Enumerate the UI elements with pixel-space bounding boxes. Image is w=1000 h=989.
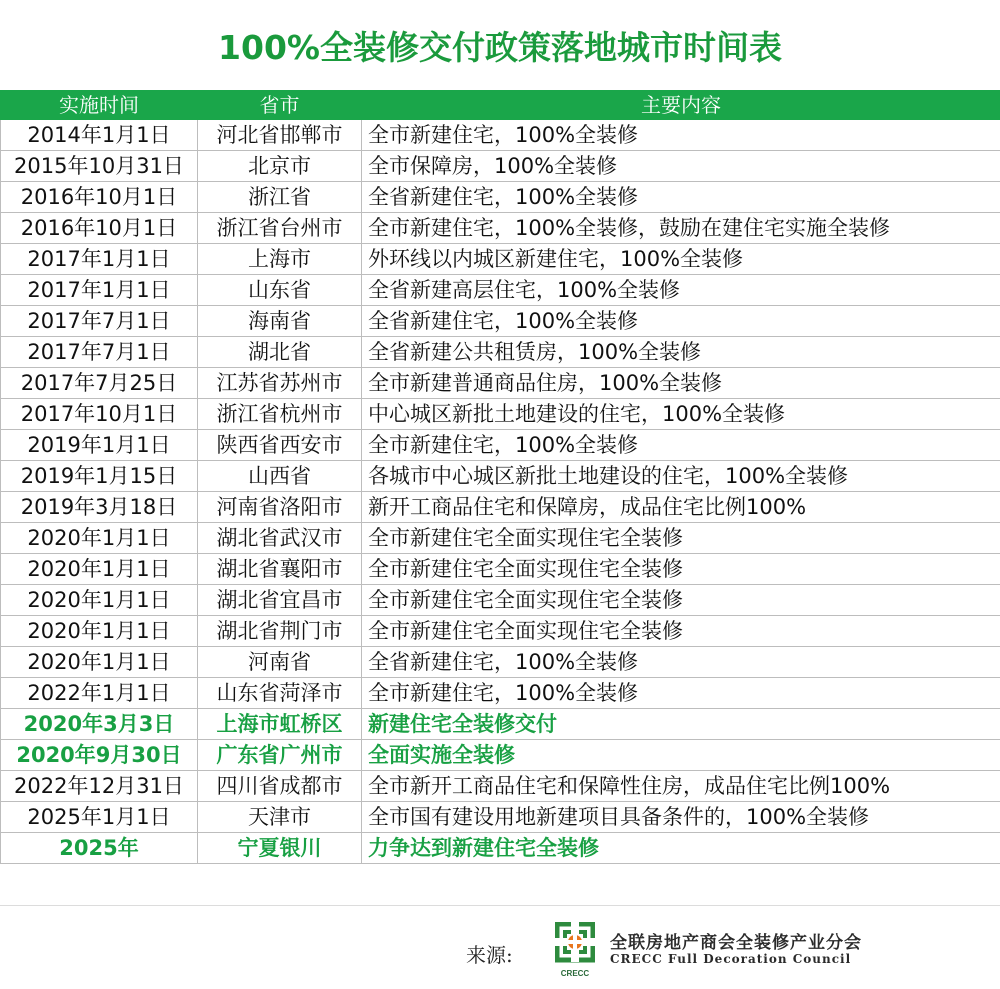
row-date: 2016年10月1日 [1, 213, 198, 244]
table-row [1, 647, 1000, 678]
row-content: 各城市中心城区新批土地建设的住宅，100%全装修 [362, 461, 1000, 492]
row-date: 2019年1月1日 [1, 430, 198, 461]
row-content: 全市新建住宅全面实现住宅全装修 [362, 616, 1000, 647]
header-content: 主要内容 [362, 91, 1000, 120]
row-date: 2015年10月31日 [1, 151, 198, 182]
page-title: 100%全装修交付政策落地城市时间表 [0, 22, 1000, 69]
row-content: 新开工商品住宅和保障房，成品住宅比例100% [362, 492, 1000, 523]
row-date: 2025年 [1, 833, 198, 864]
row-date: 2020年1月1日 [1, 647, 198, 678]
table-row [1, 771, 1000, 802]
row-content: 全市新建住宅全面实现住宅全装修 [362, 585, 1000, 616]
row-city: 山东省 [198, 275, 362, 306]
row-city: 四川省成都市 [198, 771, 362, 802]
row-date: 2020年1月1日 [1, 585, 198, 616]
policy-table [0, 90, 1000, 864]
row-city: 天津市 [198, 802, 362, 833]
row-city: 湖北省 [198, 337, 362, 368]
table-row [1, 430, 1000, 461]
row-city: 上海市虹桥区 [198, 709, 362, 740]
row-date: 2017年7月1日 [1, 306, 198, 337]
row-date: 2017年1月1日 [1, 244, 198, 275]
row-content: 全省新建公共租赁房，100%全装修 [362, 337, 1000, 368]
header-date: 实施时间 [1, 91, 198, 120]
table-row [1, 492, 1000, 523]
row-date: 2020年3月3日 [1, 709, 198, 740]
row-content: 中心城区新批土地建设的住宅，100%全装修 [362, 399, 1000, 430]
row-city: 山西省 [198, 461, 362, 492]
row-city: 陕西省西安市 [198, 430, 362, 461]
row-date: 2025年1月1日 [1, 802, 198, 833]
row-city: 山东省菏泽市 [198, 678, 362, 709]
row-content: 全省新建住宅，100%全装修 [362, 306, 1000, 337]
table-row [1, 244, 1000, 275]
row-date: 2017年1月1日 [1, 275, 198, 306]
row-date: 2016年10月1日 [1, 182, 198, 213]
table-row [1, 213, 1000, 244]
row-content: 力争达到新建住宅全装修 [362, 833, 1000, 864]
row-city: 北京市 [198, 151, 362, 182]
row-content: 全市国有建设用地新建项目具备条件的，100%全装修 [362, 802, 1000, 833]
table-row [1, 337, 1000, 368]
table-row [1, 182, 1000, 213]
row-content: 全市新建住宅，100%全装修，鼓励在建住宅实施全装修 [362, 213, 1000, 244]
table-row [1, 678, 1000, 709]
row-date: 2014年1月1日 [1, 120, 198, 151]
table-row [1, 461, 1000, 492]
table-row [1, 120, 1000, 151]
row-date: 2022年12月31日 [1, 771, 198, 802]
row-content: 全市新建住宅全面实现住宅全装修 [362, 523, 1000, 554]
source-label: 来源: [466, 939, 513, 968]
row-city: 河南省洛阳市 [198, 492, 362, 523]
row-content: 全市新建住宅，100%全装修 [362, 430, 1000, 461]
row-content: 全市新建住宅，100%全装修 [362, 678, 1000, 709]
row-city: 河北省邯郸市 [198, 120, 362, 151]
row-city: 上海市 [198, 244, 362, 275]
row-content: 全市新建住宅全面实现住宅全装修 [362, 554, 1000, 585]
table-row [1, 833, 1000, 864]
table-row [1, 306, 1000, 337]
row-content: 全省新建高层住宅，100%全装修 [362, 275, 1000, 306]
row-content: 全市保障房，100%全装修 [362, 151, 1000, 182]
row-city: 湖北省荆门市 [198, 616, 362, 647]
row-date: 2017年10月1日 [1, 399, 198, 430]
row-city: 湖北省宜昌市 [198, 585, 362, 616]
row-city: 宁夏银川 [198, 833, 362, 864]
row-content: 外环线以内城区新建住宅，100%全装修 [362, 244, 1000, 275]
row-city: 浙江省 [198, 182, 362, 213]
row-city: 广东省广州市 [198, 740, 362, 771]
row-city: 海南省 [198, 306, 362, 337]
row-content: 全面实施全装修 [362, 740, 1000, 771]
row-date: 2017年7月1日 [1, 337, 198, 368]
row-content: 新建住宅全装修交付 [362, 709, 1000, 740]
table-row [1, 585, 1000, 616]
table-body [1, 120, 1000, 864]
row-content: 全省新建住宅，100%全装修 [362, 182, 1000, 213]
row-content: 全省新建住宅，100%全装修 [362, 647, 1000, 678]
table-row [1, 709, 1000, 740]
row-content: 全市新建住宅，100%全装修 [362, 120, 1000, 151]
table-row [1, 275, 1000, 306]
org-name-en: CRECC Full Decoration Council [610, 952, 851, 966]
row-city: 湖北省襄阳市 [198, 554, 362, 585]
row-date: 2019年1月15日 [1, 461, 198, 492]
table-row [1, 399, 1000, 430]
row-date: 2020年1月1日 [1, 554, 198, 585]
org-name-cn: 全联房地产商会全装修产业分会 [610, 928, 862, 953]
row-city: 浙江省杭州市 [198, 399, 362, 430]
row-date: 2022年1月1日 [1, 678, 198, 709]
table-row [1, 616, 1000, 647]
table-row [1, 554, 1000, 585]
crecc-logo-icon [555, 922, 595, 980]
table-row [1, 151, 1000, 182]
row-content: 全市新开工商品住宅和保障性住房，成品住宅比例100% [362, 771, 1000, 802]
row-date: 2020年9月30日 [1, 740, 198, 771]
header-city: 省市 [198, 91, 362, 120]
row-content: 全市新建普通商品住房，100%全装修 [362, 368, 1000, 399]
logo-text: CRECC [561, 969, 590, 978]
row-city: 浙江省台州市 [198, 213, 362, 244]
row-date: 2017年7月25日 [1, 368, 198, 399]
row-date: 2020年1月1日 [1, 523, 198, 554]
row-date: 2020年1月1日 [1, 616, 198, 647]
row-city: 湖北省武汉市 [198, 523, 362, 554]
table-row [1, 368, 1000, 399]
row-city: 江苏省苏州市 [198, 368, 362, 399]
table-row [1, 740, 1000, 771]
row-date: 2019年3月18日 [1, 492, 198, 523]
source-footer [0, 905, 1000, 989]
table-row [1, 523, 1000, 554]
table-header-row [1, 91, 1000, 120]
row-city: 河南省 [198, 647, 362, 678]
table-row [1, 802, 1000, 833]
